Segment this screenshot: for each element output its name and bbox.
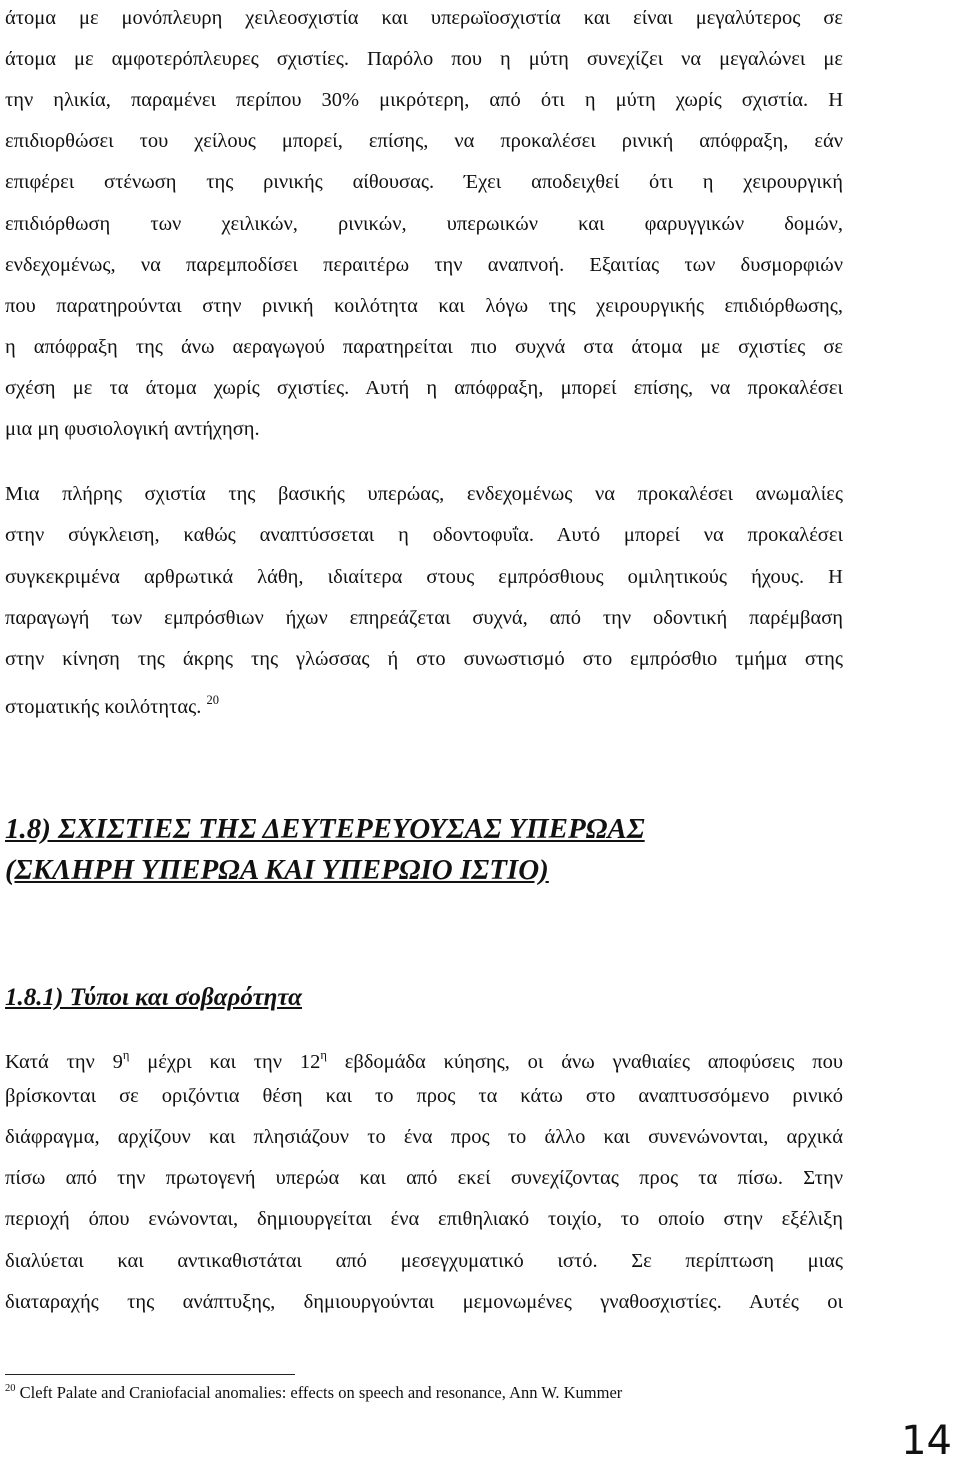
footnote-reference[interactable]: 20: [206, 693, 219, 707]
footnote-separator: [5, 1374, 295, 1375]
text-fragment: εβδομάδα κύησης, οι άνω γναθιαίες αποφύσεις που: [326, 1051, 843, 1073]
paragraph-line: μια μη φυσιολογική αντήχηση.: [5, 418, 260, 440]
paragraph-line: επιδιορθώσει του χείλους μπορεί, επίσης, να προκαλέσει ρινική απόφραξη, εάν: [5, 130, 843, 152]
paragraph-line: παραγωγή των εμπρόσθιων ήχων επηρεάζεται συχνά, από την οδοντική παρέμβαση: [5, 607, 843, 629]
paragraph-line: επιδιόρθωση των χειλικών, ρινικών, υπερωικών και φαρυγγικών δομών,: [5, 213, 843, 235]
paragraph-line: διαλύεται και αντικαθιστάται από μεσεγχυματικό ιστό. Σε περίπτωση μιας: [5, 1250, 843, 1272]
section-heading-line2: (ΣΚΛΗΡΗ ΥΠΕΡΩΑ ΚΑΙ ΥΠΕΡΩΙΟ ΙΣΤΙΟ): [5, 854, 549, 886]
paragraph-line: άτομα με αμφοτερόπλευρες σχιστίες. Παρόλο που η μύτη συνεχίζει να μεγαλώνει με: [5, 48, 843, 70]
paragraph-line: βρίσκονται σε οριζόντια θέση και το προς τα κάτω στο αναπτυσσόμενο ρινικό: [5, 1085, 843, 1107]
superscript: η: [122, 1048, 130, 1062]
paragraph-line: σχέση με τα άτομα χωρίς σχιστίες. Αυτή η απόφραξη, μπορεί επίσης, να προκαλέσει: [5, 377, 843, 399]
paragraph-line: συγκεκριμένα αρθρωτικά λάθη, ιδιαίτερα στους εμπρόσθιους ομιλητικούς ήχους. Η: [5, 566, 843, 588]
paragraph-line: στην σύγκλειση, καθώς αναπτύσσεται η οδοντοφυΐα. Αυτό μπορεί να προκαλέσει: [5, 524, 843, 546]
paragraph-line: διαταραχής της ανάπτυξης, δημιουργούνται μεμονωμένες γναθοσχιστίες. Αυτές οι: [5, 1291, 843, 1313]
text-fragment: Κατά την 9: [5, 1051, 123, 1073]
paragraph-line: η απόφραξη της άνω αεραγωγού παρατηρείται πιο συχνά στα άτομα με σχιστίες σε: [5, 336, 843, 358]
paragraph-line: διάφραγμα, αρχίζουν και πλησιάζουν το ένα προς το άλλο και συνενώνονται, αρχικά: [5, 1126, 843, 1148]
text-fragment: μέχρι και την 12: [129, 1051, 321, 1073]
paragraph-line: στην κίνηση της άκρης της γλώσσας ή στο συνωστισμό στο εμπρόσθιο τμήμα στης: [5, 648, 843, 670]
paragraph-line: [5, 1042, 843, 1075]
paragraph-line: Μια πλήρης σχιστία της βασικής υπερώας, ενδεχομένως να προκαλέσει ανωμαλίες: [5, 483, 843, 505]
paragraph-line: την ηλικία, παραμένει περίπου 30% μικρότερη, από ότι η μύτη χωρίς σχιστία. Η: [5, 89, 843, 111]
section-heading-line1: 1.8) ΣΧΙΣΤΙΕΣ ΤΗΣ ΔΕΥΤΕΡΕΥΟΥΣΑΣ ΥΠΕΡΩΑΣ: [5, 813, 645, 845]
paragraph-line: ενδεχομένως, να παρεμποδίσει περαιτέρω την αναπνοή. Εξαιτίας των δυσμορφιών: [5, 254, 843, 276]
footnote: [5, 1383, 622, 1403]
paragraph-line: άτομα με μονόπλευρη χειλεοσχιστία και υπερωϊοσχιστία και είναι μεγαλύτερος σε: [5, 7, 843, 29]
paragraph-line-last: [5, 687, 843, 720]
footnote-number: 20: [5, 1383, 16, 1394]
paragraph-line: πίσω από την πρωτογενή υπερώα και από εκεί συνεχίζοντας προς τα πίσω. Στην: [5, 1167, 843, 1189]
subsection-heading: 1.8.1) Τύποι και σοβαρότητα: [5, 984, 302, 1011]
superscript: η: [320, 1048, 327, 1062]
paragraph-text: στοματικής κοιλότητας.: [5, 696, 202, 718]
paragraph-line: περιοχή όπου ενώνονται, δημιουργείται ένα επιθηλιακό τοιχίο, το οποίο στην εξέλιξη: [5, 1208, 843, 1230]
page-number: 14: [901, 1418, 952, 1464]
paragraph-line: επιφέρει στένωση της ρινικής αίθουσας. Έχει αποδειχθεί ότι η χειρουργική: [5, 171, 843, 193]
paragraph-line: που παρατηρούνται στην ρινική κοιλότητα και λόγω της χειρουργικής επιδιόρθωσης,: [5, 295, 843, 317]
footnote-text: Cleft Palate and Craniofacial anomalies: effects on speech and resonance, Ann W. Kummer: [19, 1383, 623, 1402]
